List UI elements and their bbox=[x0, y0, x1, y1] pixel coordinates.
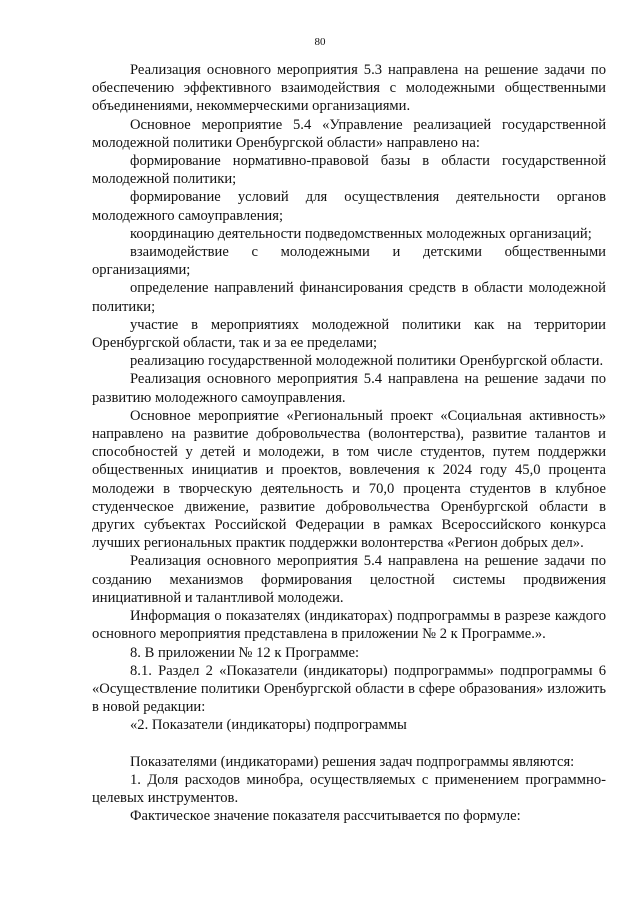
section-heading: «2. Показатели (индикаторы) подпрограммы bbox=[130, 717, 407, 734]
paragraph: Реализация основного мероприятия 5.3 направлена на решение задачи по обеспечению эффективного взаимодействия с молодежными общественными объединениями, некоммерческими организациями. bbox=[92, 62, 606, 115]
body-text bbox=[92, 61, 606, 825]
paragraph: координацию деятельности подведомственных молодежных организаций; bbox=[130, 225, 592, 242]
paragraph: 1. Доля расходов минобра, осуществляемых с применением программно-целевых инструментов. bbox=[92, 771, 606, 806]
paragraph: реализацию государственной молодежной политики Оренбургской области. bbox=[130, 353, 604, 370]
paragraph: Основное мероприятие 5.4 «Управление реализацией государственной молодежной политики Оренбургской области» направлено на: bbox=[92, 116, 606, 151]
paragraph: участие в мероприятиях молодежной политики как на территории Оренбургской области, так и за ее пределами; bbox=[92, 316, 606, 352]
paragraph: Информация о показателях (индикаторах) подпрограммы в разрезе каждого основного мероприятия представлена в приложении № 2 к Программе.». bbox=[92, 608, 606, 643]
paragraph: Реализация основного мероприятия 5.4 направлена на решение задачи по созданию механизмов формирования целостной системы продвижения инициативной и талантливой молодежи. bbox=[92, 553, 606, 606]
paragraph: Показателями (индикаторами) решения задач подпрограммы являются: bbox=[130, 753, 575, 770]
paragraph: формирование условий для осуществления деятельности органов молодежного самоуправления; bbox=[92, 189, 606, 224]
paragraph: определение направлений финансирования средств в области молодежной политики; bbox=[92, 280, 606, 315]
paragraph: формирование нормативно-правовой базы в области государственной молодежной политики; bbox=[92, 153, 606, 188]
paragraph: Основное мероприятие «Региональный проект «Социальная активность» направлено на развитие добровольчества (волонтерства), развитие талантов и способностей у детей и молодежи, в том числе студентов, путем поддержки общественных инициатив и проектов, вовлечения к 2024 году 45,0 процента молодежи в творческую деятельность и 70,0 процента студентов в клубное студенческое движение, развитие добровольчества Оренбургской области в других субъектах Российской Федерации в рамках Всероссийского конкурса лучших региональных практик поддержки волонтерства «Регион добрых дел». bbox=[92, 407, 606, 552]
paragraph: взаимодействие с молодежными и детскими общественными организациями; bbox=[92, 244, 606, 279]
paragraph: Фактическое значение показателя рассчитывается по формуле: bbox=[130, 808, 521, 825]
page-number: 80 bbox=[314, 36, 326, 48]
paragraph: 8. В приложении № 12 к Программе: bbox=[130, 644, 360, 661]
paragraph: 8.1. Раздел 2 «Показатели (индикаторы) подпрограммы» подпрограммы 6 «Осуществление политики Оренбургской области в сфере образования» изложить в новой редакции: bbox=[92, 662, 606, 716]
paragraph: Реализация основного мероприятия 5.4 направлена на решение задачи по развитию молодежного самоуправления. bbox=[92, 371, 606, 406]
